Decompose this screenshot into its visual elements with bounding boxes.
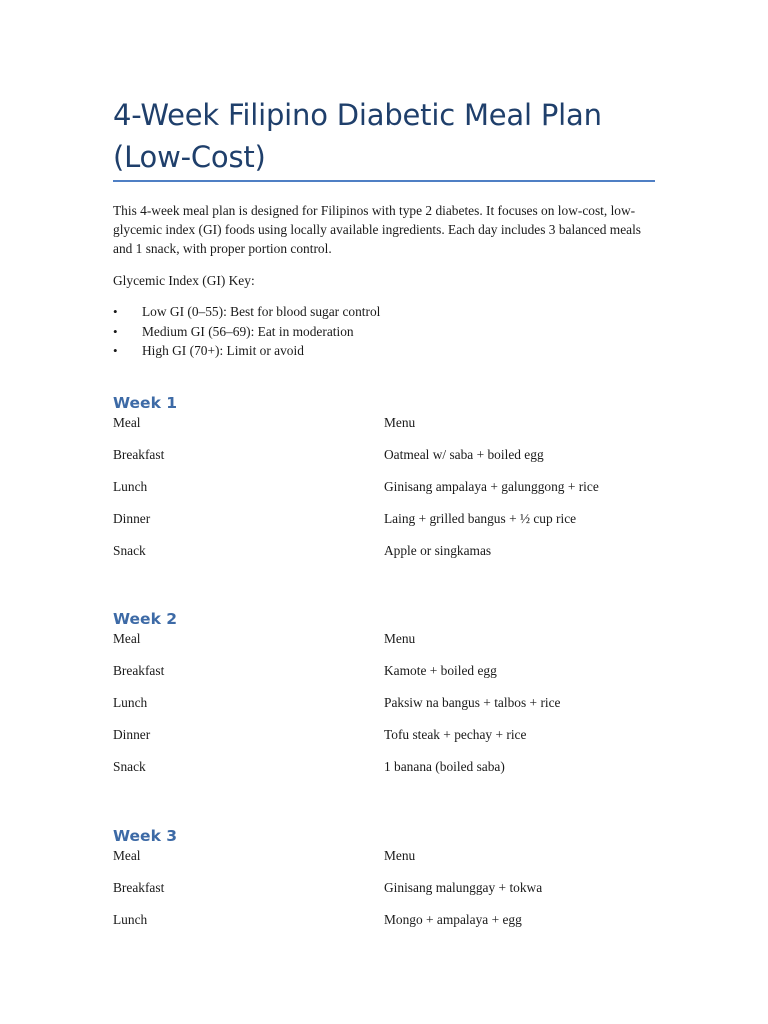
- gi-item-text: Medium GI (56–69): Eat in moderation: [142, 323, 354, 339]
- table-row: [113, 445, 658, 477]
- menu-cell: Apple or singkamas: [384, 543, 492, 558]
- week-2-section: [113, 609, 658, 789]
- menu-cell: Paksiw na bangus + talbos + rice: [384, 695, 561, 710]
- gi-key-label: Glycemic Index (GI) Key:: [113, 273, 255, 288]
- menu-cell: Tofu steak + pechay + rice: [384, 727, 527, 742]
- week-heading: Week 3: [113, 827, 178, 845]
- title-divider: [113, 180, 655, 182]
- table-row: [113, 725, 658, 757]
- meal-cell: Breakfast: [113, 663, 165, 678]
- meal-cell: Lunch: [113, 912, 148, 927]
- week-heading: Week 2: [113, 610, 178, 628]
- table-row: [113, 757, 658, 789]
- bullet-icon: •: [113, 304, 118, 319]
- table-header-row: [113, 846, 658, 878]
- gi-list-item-high: [113, 341, 380, 361]
- table-header-row: [113, 629, 658, 661]
- meal-cell: Lunch: [113, 479, 148, 494]
- bullet-icon: •: [113, 323, 118, 339]
- table-row: [113, 509, 658, 541]
- table-row: [113, 661, 658, 693]
- document-title: 4-Week Filipino Diabetic Meal Plan (Low-Cost): [113, 98, 602, 174]
- gi-item-text: Low GI (0–55): Best for blood sugar control: [142, 304, 381, 319]
- menu-cell: Ginisang malunggay + tokwa: [384, 880, 543, 895]
- menu-cell: 1 banana (boiled saba): [384, 759, 505, 774]
- meal-cell: Lunch: [113, 695, 148, 710]
- meal-cell: Snack: [113, 543, 146, 558]
- gi-list-item-low: [113, 302, 380, 322]
- meal-cell: Breakfast: [113, 447, 165, 462]
- table-row: [113, 910, 658, 942]
- meal-header: Meal: [113, 631, 141, 646]
- gi-key-list: [113, 302, 380, 361]
- gi-item-text: High GI (70+): Limit or avoid: [142, 343, 304, 358]
- week-1-section: [113, 393, 658, 573]
- menu-cell: Ginisang ampalaya + galunggong + rice: [384, 479, 599, 494]
- table-row: [113, 477, 658, 509]
- week-heading: Week 1: [113, 394, 178, 412]
- meal-header: Meal: [113, 415, 141, 430]
- meal-header: Meal: [113, 848, 141, 863]
- week-3-section: [113, 826, 658, 942]
- intro-paragraph: This 4-week meal plan is designed for Filipinos with type 2 diabetes. It focuses on low-cost, low-glycemic index (GI) foods using locally available ingredients. Each day includes 3 balanced meals and 1 snack, with proper portion control.: [113, 203, 642, 256]
- gi-list-item-medium: [113, 322, 380, 342]
- table-row: [113, 878, 658, 910]
- menu-cell: Kamote + boiled egg: [384, 663, 497, 678]
- table-header-row: [113, 413, 658, 445]
- menu-header: Menu: [384, 415, 416, 430]
- bullet-icon: •: [113, 343, 118, 358]
- meal-cell: Breakfast: [113, 880, 165, 895]
- menu-header: Menu: [384, 848, 416, 863]
- table-row: [113, 693, 658, 725]
- menu-header: Menu: [384, 631, 416, 646]
- menu-cell: Mongo + ampalaya + egg: [384, 912, 522, 927]
- table-row: [113, 541, 658, 573]
- menu-cell: Oatmeal w/ saba + boiled egg: [384, 447, 544, 462]
- meal-cell: Dinner: [113, 511, 151, 526]
- menu-cell: Laing + grilled bangus + ½ cup rice: [384, 511, 577, 526]
- meal-cell: Snack: [113, 759, 146, 774]
- meal-cell: Dinner: [113, 727, 151, 742]
